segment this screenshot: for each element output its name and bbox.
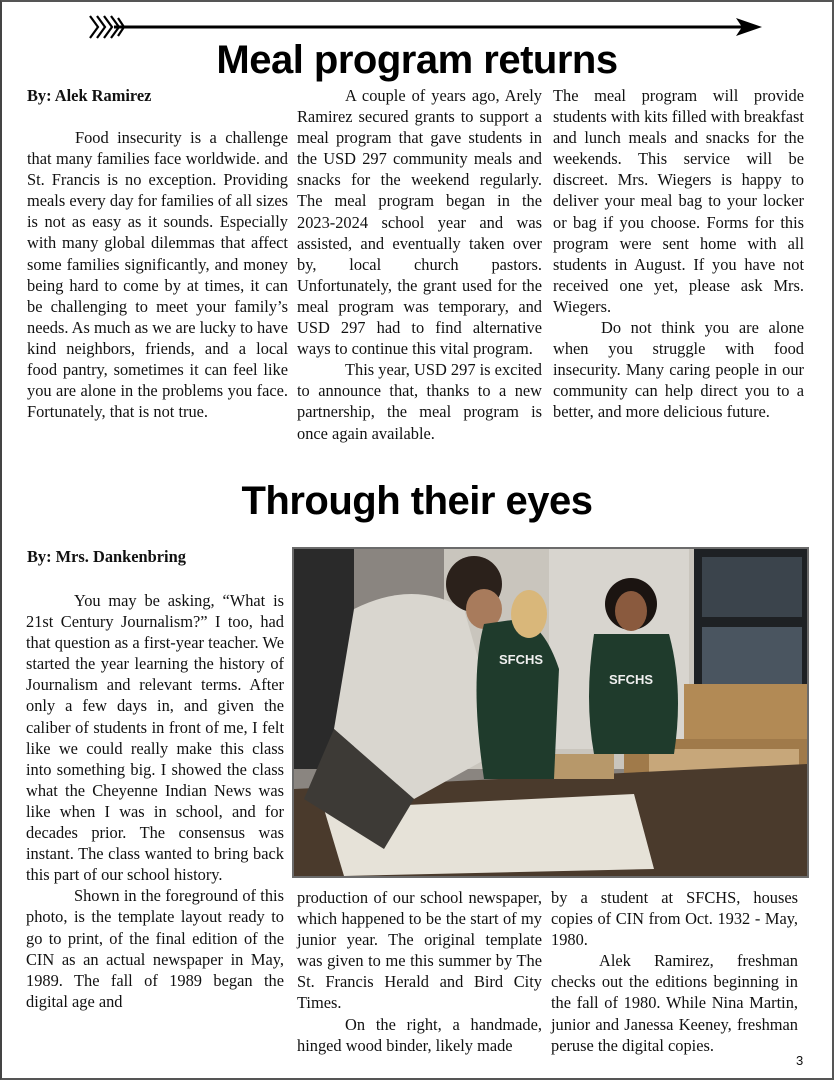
paragraph: Shown in the foreground of this photo, is the template layout ready to go to print, of the final edition of the CIN as an actual newspaper in May, 1989. The fall of 1989 began the digital age and [26, 886, 284, 1011]
journalism-class-photo [292, 547, 809, 878]
article2-column-1 [26, 590, 284, 1012]
paragraph: production of our school newspaper, which happened to be the start of my junior year. The original template was given to me this summer by The St. Francis Herald and Bird City Times. [297, 888, 542, 1013]
article1-column-3 [553, 85, 804, 423]
byline-article1: By: Alek Ramirez [27, 86, 152, 105]
paragraph: This year, USD 297 is excited to announce that, thanks to a new partnership, the meal program is once again available. [297, 360, 542, 443]
paragraph: On the right, a handmade, hinged wood binder, likely made [297, 1014, 542, 1055]
page-number: 3 [796, 1053, 804, 1068]
paragraph: by a student at SFCHS, houses copies of CIN from Oct. 1932 - May, 1980. [551, 888, 798, 950]
paragraph: You may be asking, “What is 21st Century Journalism?” I too, had that question as a first-year teacher. We started the year learning the history of Journalism and relevant terms. After only a few days in, and given the caliber of students in front of me, I felt like we could really make this class into something big. I showed the class what the Cheyenne Indian News was like when I was in school, and for decades prior. The consensus was instant. The class wanted to bring back this part of our school history. [26, 591, 284, 885]
shirt-text-left: SFCHS [499, 652, 544, 667]
paragraph: Alek Ramirez, freshman checks out the editions beginning in the fall of 1980. While Nina Martin, junior and Janessa Keeney, freshman peruse the digital copies. [551, 951, 798, 1055]
paragraph: Food insecurity is a challenge that many families face worldwide. and St. Francis is no exception. Providing meals every day for families of all sizes is not as easy as it sounds. Especially with many global dilemmas that affect some families significantly, and money being hard to come by at times, it can be challenging to meet your family’s needs. As much as we are lucky to have kind neighbors, friends, and a local food pantry, sometimes it can feel like you are alone in the problems you face. Fortunately, that is not true. [27, 128, 288, 422]
shirt-text-right: SFCHS [609, 672, 654, 687]
paragraph: The meal program will provide students with kits filled with breakfast and lunch meals and snacks for the weekends. This service will be discreet. Mrs. Wiegers is happy to deliver your meal bag to your locker or bag if you choose. Forms for this program were sent home with all students in August. If you have not received one yet, please ask Mrs. Wiegers. [553, 86, 804, 316]
article2-column-2 [297, 887, 542, 1056]
paragraph: Do not think you are alone when you struggle with food insecurity. Many caring people in our community can help direct you to a better, and more delicious future. [553, 318, 804, 422]
paragraph: A couple of years ago, Arely Ramirez secured grants to support a meal program that gave students in the USD 297 community meals and snacks for the weekend regularly. The meal program began in the 2023-2024 school year and was assisted, and eventually taken over by, local church pastors. Unfortunately, the grant used for the meal program was temporary, and USD 297 had to find alternative ways to continue this vital program. [297, 86, 542, 359]
headline-through-their-eyes: Through their eyes [241, 479, 593, 523]
article1-column-2 [297, 85, 542, 444]
article1-column-1 [27, 127, 288, 422]
article2-column-3 [551, 887, 798, 1056]
byline-article2: By: Mrs. Dankenbring [27, 547, 186, 566]
headline-meal-program: Meal program returns [216, 38, 618, 82]
